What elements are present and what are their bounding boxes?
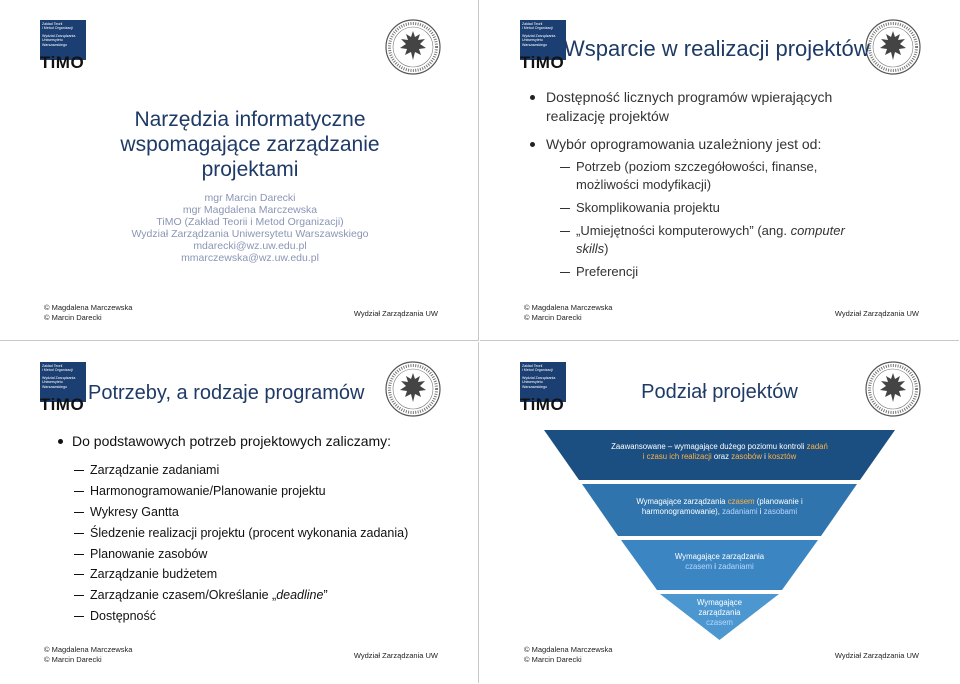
footer-author: © Marcin Darecki	[44, 312, 102, 322]
tier-text: harmonogramowanie),	[641, 507, 723, 516]
logo-text-line: i Metod Organizacji	[522, 368, 553, 373]
logo-text-line: Wydział Zarządzania	[42, 33, 76, 38]
dash-icon	[74, 595, 84, 596]
university-seal-icon	[864, 18, 922, 76]
footer-department: Wydział Zarządzania UW	[353, 309, 438, 318]
need-item	[90, 504, 179, 520]
tier-2-label	[599, 497, 840, 517]
slide-heading: Wsparcie w realizacji projektów	[564, 36, 870, 61]
title-line: Narzędzia informatyczne	[134, 108, 366, 131]
bullet-dot-icon	[58, 439, 63, 444]
sub-item-text: )	[604, 241, 609, 256]
logo-text-line: Wydział Zarządzania	[522, 375, 556, 380]
tier-text: i	[761, 452, 769, 461]
slide-project-division	[480, 342, 959, 683]
footer-department: Wydział Zarządzania UW	[834, 309, 919, 318]
tier-text-highlight: czasem	[727, 497, 755, 506]
tier-text: Wymagające zarządzania	[636, 497, 728, 506]
logo-text-line: Warszawskiego	[522, 384, 548, 389]
timo-logo	[40, 20, 86, 72]
tier-text-highlight: zasobów	[731, 452, 762, 461]
bullet-item	[72, 432, 391, 451]
author-line: mgr Magdalena Marczewska	[182, 204, 318, 216]
tier-text-highlight: czasem	[685, 562, 713, 571]
logo-text-line: Uniwersytetu	[42, 38, 63, 43]
tier-3-label	[639, 552, 800, 572]
tier-1-label	[564, 442, 875, 462]
need-item	[90, 608, 156, 624]
dash-icon	[560, 231, 570, 232]
tier-text: Zaawansowane – wymagające dużego poziomu kontroli	[611, 442, 807, 451]
need-item-text: Śledzenie realizacji projektu (procent wykonania zadania)	[90, 526, 409, 540]
need-item	[90, 483, 326, 499]
need-item-text: Zarządzanie czasem/Określanie „	[90, 588, 277, 602]
author-line: TiMO (Zakład Teorii i Metod Organizacji)	[156, 216, 344, 228]
footer-authors	[524, 303, 612, 322]
footer-department: Wydział Zarządzania UW	[353, 651, 438, 660]
need-item-text: Zarządzanie zadaniami	[90, 463, 220, 477]
need-item	[90, 525, 408, 541]
need-item-text: Wykresy Gantta	[90, 505, 179, 519]
timo-logo	[520, 20, 566, 72]
logo-text-line: Uniwersytetu	[42, 380, 63, 385]
tier-text: Wymagające zarządzania	[674, 552, 765, 561]
footer-author: © Marcin Darecki	[44, 654, 102, 664]
presentation-title	[100, 107, 400, 182]
title-line: wspomagające zarządzanie	[120, 133, 380, 156]
slide-support	[480, 0, 959, 341]
bullet-item	[546, 135, 821, 154]
sub-item	[576, 199, 720, 217]
need-item	[90, 462, 219, 478]
tier-text-highlight: i czasu ich realizacji	[642, 452, 712, 461]
logo-text-line: Zakład Teorii	[522, 364, 543, 368]
footer-author: © Magdalena Marczewska	[524, 645, 613, 654]
logo-text-line: Wydział Zarządzania	[522, 33, 556, 38]
bullet-text: Wybór oprogramowania uzależniony jest od:	[546, 136, 822, 152]
inverted-pyramid-diagram	[544, 430, 895, 640]
logo-text-line: Warszawskiego	[522, 42, 548, 47]
need-item-text: Dostępność	[90, 609, 157, 623]
footer-author: © Magdalena Marczewska	[44, 303, 133, 312]
sub-item-text: Skomplikowania projektu	[576, 200, 720, 215]
slide-heading: Podział projektów	[641, 381, 798, 403]
need-item-text: Planowanie zasobów	[90, 547, 208, 561]
slide-heading: Potrzeby, a rodzaje programów	[88, 382, 365, 404]
sub-item-text: Potrzeb (poziom szczegółowości, finanse,	[576, 159, 818, 174]
footer-author: © Marcin Darecki	[524, 312, 582, 322]
bullet-dot-icon	[530, 95, 535, 100]
title-line: projektami	[201, 158, 299, 181]
footer-author: © Marcin Darecki	[524, 654, 582, 664]
footer-authors	[44, 645, 132, 664]
sub-item	[576, 158, 817, 194]
tier-text-highlight: kosztów	[768, 452, 797, 461]
slide-needs	[0, 342, 479, 683]
dash-icon	[74, 512, 84, 513]
logo-text-line: i Metod Organizacji	[522, 26, 553, 31]
bullet-text: Dostępność licznych programów wpierających	[546, 89, 833, 105]
sub-item-text-italic: computer	[790, 223, 845, 238]
tier-4-label	[669, 598, 770, 628]
dash-icon	[560, 272, 570, 273]
logo-text-line: i Metod Organizacji	[42, 26, 73, 31]
university-seal-icon	[384, 360, 442, 418]
logo-text-line: Uniwersytetu	[522, 380, 543, 385]
tier-text-highlight: zadaniami	[718, 562, 754, 571]
tier-text: i	[712, 562, 719, 571]
tier-text: i	[757, 507, 764, 516]
sub-item-text-italic: skills	[576, 241, 605, 256]
bullet-text: Do podstawowych potrzeb projektowych zaliczamy:	[72, 433, 392, 449]
university-seal-icon	[384, 18, 442, 76]
sub-item	[576, 263, 638, 281]
logo-text-line: Zakład Teorii	[522, 22, 543, 26]
tier-text: Wymagające	[697, 598, 742, 607]
dash-icon	[74, 574, 84, 575]
need-item	[90, 587, 328, 603]
tier-text: (planowanie i	[754, 497, 803, 506]
dash-icon	[74, 491, 84, 492]
bullet-dot-icon	[530, 142, 535, 147]
logo-text-line: i Metod Organizacji	[42, 368, 73, 373]
tier-text-highlight: zasobami	[763, 507, 798, 516]
logo-text-line: Warszawskiego	[42, 384, 68, 389]
need-item-text-italic: deadline	[276, 588, 324, 602]
author-line: mgr Marcin Darecki	[204, 192, 296, 204]
need-item-text: Zarządzanie budżetem	[90, 567, 218, 581]
logo-text-line: Warszawskiego	[42, 42, 68, 47]
tier-text: zarządzania	[698, 608, 741, 617]
logo-wordmark: TiMO	[40, 53, 85, 72]
author-line: Wydział Zarządzania Uniwersytetu Warszawskiego	[131, 228, 369, 240]
dash-icon	[74, 616, 84, 617]
dash-icon	[74, 533, 84, 534]
tier-text-highlight: czasem	[706, 618, 733, 627]
footer-authors	[44, 303, 132, 322]
tier-text: oraz	[711, 452, 732, 461]
dash-icon	[74, 554, 84, 555]
logo-wordmark: TiMO	[520, 395, 565, 414]
logo-text-line: Zakład Teorii	[42, 22, 63, 26]
tier-text-highlight: zadań	[806, 442, 828, 451]
dash-icon	[560, 167, 570, 168]
bullet-item	[546, 88, 832, 126]
author-email: mmarczewska@wz.uw.edu.pl	[181, 252, 319, 264]
logo-wordmark: TiMO	[520, 53, 565, 72]
footer-author: © Magdalena Marczewska	[524, 303, 613, 312]
sub-item-text: „Umiejętności komputerowych” (ang.	[576, 223, 791, 238]
bullet-text: realizację projektów	[546, 108, 669, 124]
footer-authors	[524, 645, 612, 664]
logo-text-line: Uniwersytetu	[522, 38, 543, 43]
need-item-text: ”	[323, 588, 328, 602]
need-item	[90, 546, 207, 562]
need-item	[90, 566, 217, 582]
footer-department: Wydział Zarządzania UW	[834, 651, 919, 660]
logo-wordmark: TiMO	[40, 395, 85, 414]
dash-icon	[560, 208, 570, 209]
logo-text-line: Zakład Teorii	[42, 364, 63, 368]
sub-item-text: Preferencji	[576, 264, 639, 279]
slide-title	[0, 0, 479, 341]
author-email: mdarecki@wz.uw.edu.pl	[193, 240, 307, 252]
logo-text-line: Wydział Zarządzania	[42, 375, 76, 380]
dash-icon	[74, 470, 84, 471]
need-item-text: Harmonogramowanie/Planowanie projektu	[90, 484, 326, 498]
sub-item-text: możliwości modyfikacji)	[576, 177, 712, 192]
footer-author: © Magdalena Marczewska	[44, 645, 133, 654]
sub-item	[576, 222, 845, 258]
tier-text-highlight: zadaniami	[722, 507, 758, 516]
timo-logo	[40, 362, 86, 414]
